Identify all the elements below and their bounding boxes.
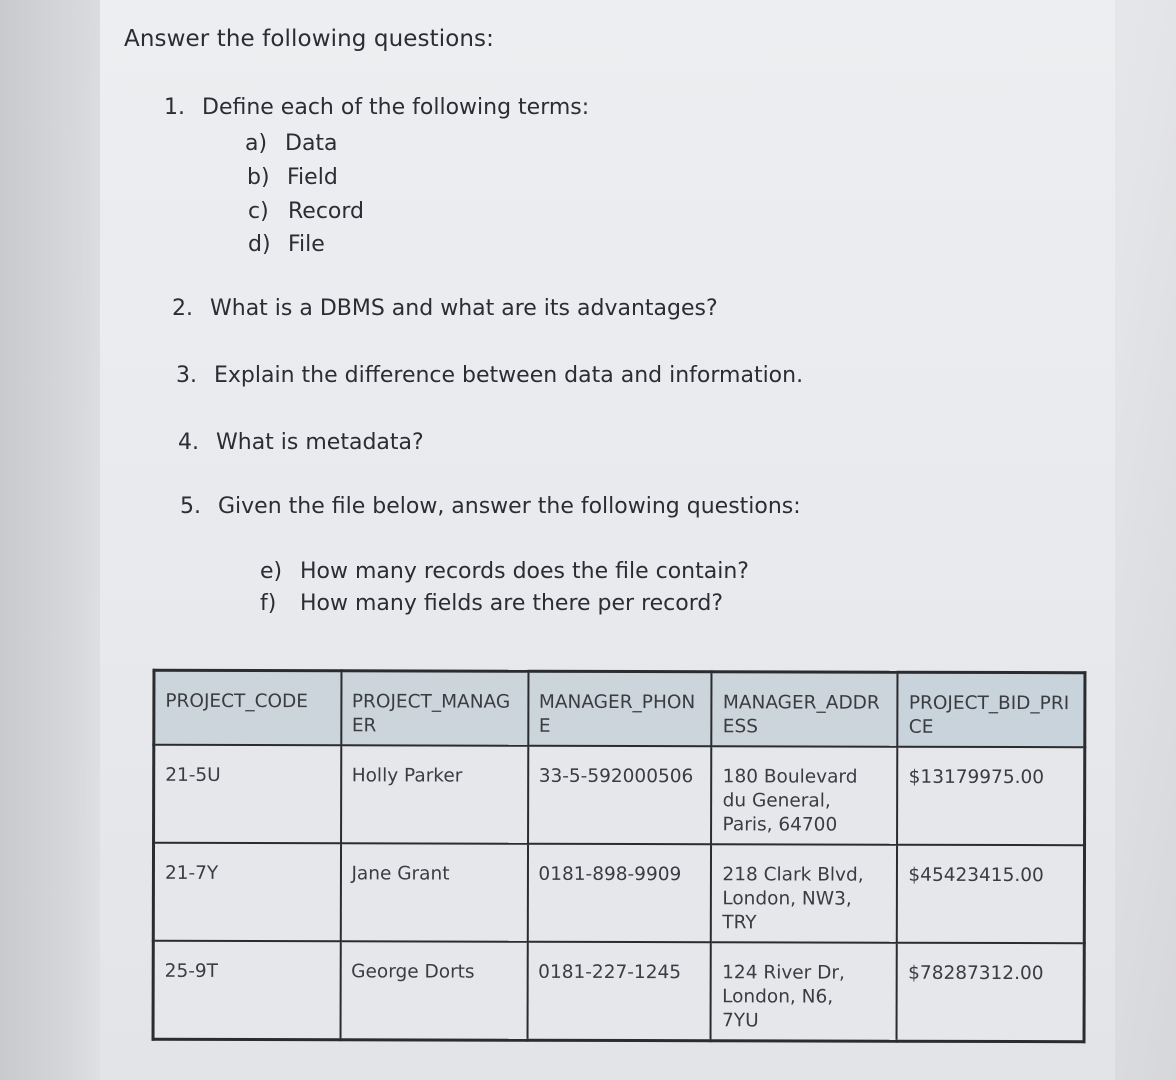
cell-project-manager: Holly Parker (341, 745, 528, 843)
question-number: 2. (172, 296, 193, 321)
sub-item-c: c) Record (248, 199, 365, 224)
cell-project-code: 21-7Y (153, 843, 340, 941)
cell-project-manager: George Dorts (340, 941, 527, 1040)
table-header-row (154, 670, 1085, 747)
sub-item-d: d) File (248, 232, 325, 257)
cell-project-manager: Jane Grant (340, 843, 527, 941)
question-text: What is metadata? (216, 430, 424, 455)
cell-project-bid-price: $45423415.00 (897, 845, 1084, 943)
header-manager-address: MANAGER_ADDRESS (712, 672, 898, 747)
screen-edge-shadow (0, 0, 110, 1080)
header-project-manager: PROJECT_MANAGER (341, 671, 528, 746)
question-1 (164, 95, 589, 120)
cell-manager-address: 180 Boulevard du General, Paris, 64700 (712, 746, 898, 844)
question-text: Define each of the following terms: (202, 95, 590, 120)
table-row (154, 745, 1085, 845)
question-5 (180, 494, 801, 519)
question-2 (172, 296, 718, 321)
header-manager-phone: MANAGER_PHONE (528, 671, 712, 746)
sub-item-a: a) Data (245, 131, 338, 156)
question-3 (176, 363, 803, 388)
question-number: 3. (176, 363, 197, 388)
question-number: 1. (164, 95, 185, 120)
cell-manager-phone: 33-5-592000506 (528, 746, 712, 844)
sub-item-e: e) How many records does the file contain? (260, 559, 749, 584)
sub-item-b: b) Field (247, 165, 338, 190)
table-row (153, 941, 1084, 1042)
question-number: 4. (178, 430, 199, 455)
question-text: What is a DBMS and what are its advantages? (210, 296, 718, 321)
cell-project-code: 25-9T (153, 941, 340, 1040)
question-number: 5. (180, 494, 201, 519)
cell-project-code: 21-5U (154, 745, 341, 843)
project-file-table (152, 669, 1087, 1043)
question-text: Explain the difference between data and information. (214, 363, 804, 388)
cell-manager-phone: 0181-898-9909 (527, 844, 711, 942)
cell-manager-phone: 0181-227-1245 (527, 942, 711, 1041)
header-project-code: PROJECT_CODE (154, 670, 341, 745)
question-text: Given the file below, answer the following questions: (218, 494, 801, 519)
question-4 (178, 430, 424, 455)
cell-project-bid-price: $78287312.00 (897, 943, 1084, 1042)
cell-manager-address: 218 Clark Blvd, London, NW3, TRY (711, 844, 897, 942)
header-project-bid-price: PROJECT_BID_PRICE (898, 672, 1085, 747)
sub-item-f: f) How many fields are there per record? (260, 591, 724, 616)
page-heading: Answer the following questions: (124, 26, 494, 52)
table-row (153, 843, 1084, 943)
cell-project-bid-price: $13179975.00 (897, 747, 1084, 845)
cell-manager-address: 124 River Dr, London, N6, 7YU (711, 942, 897, 1041)
